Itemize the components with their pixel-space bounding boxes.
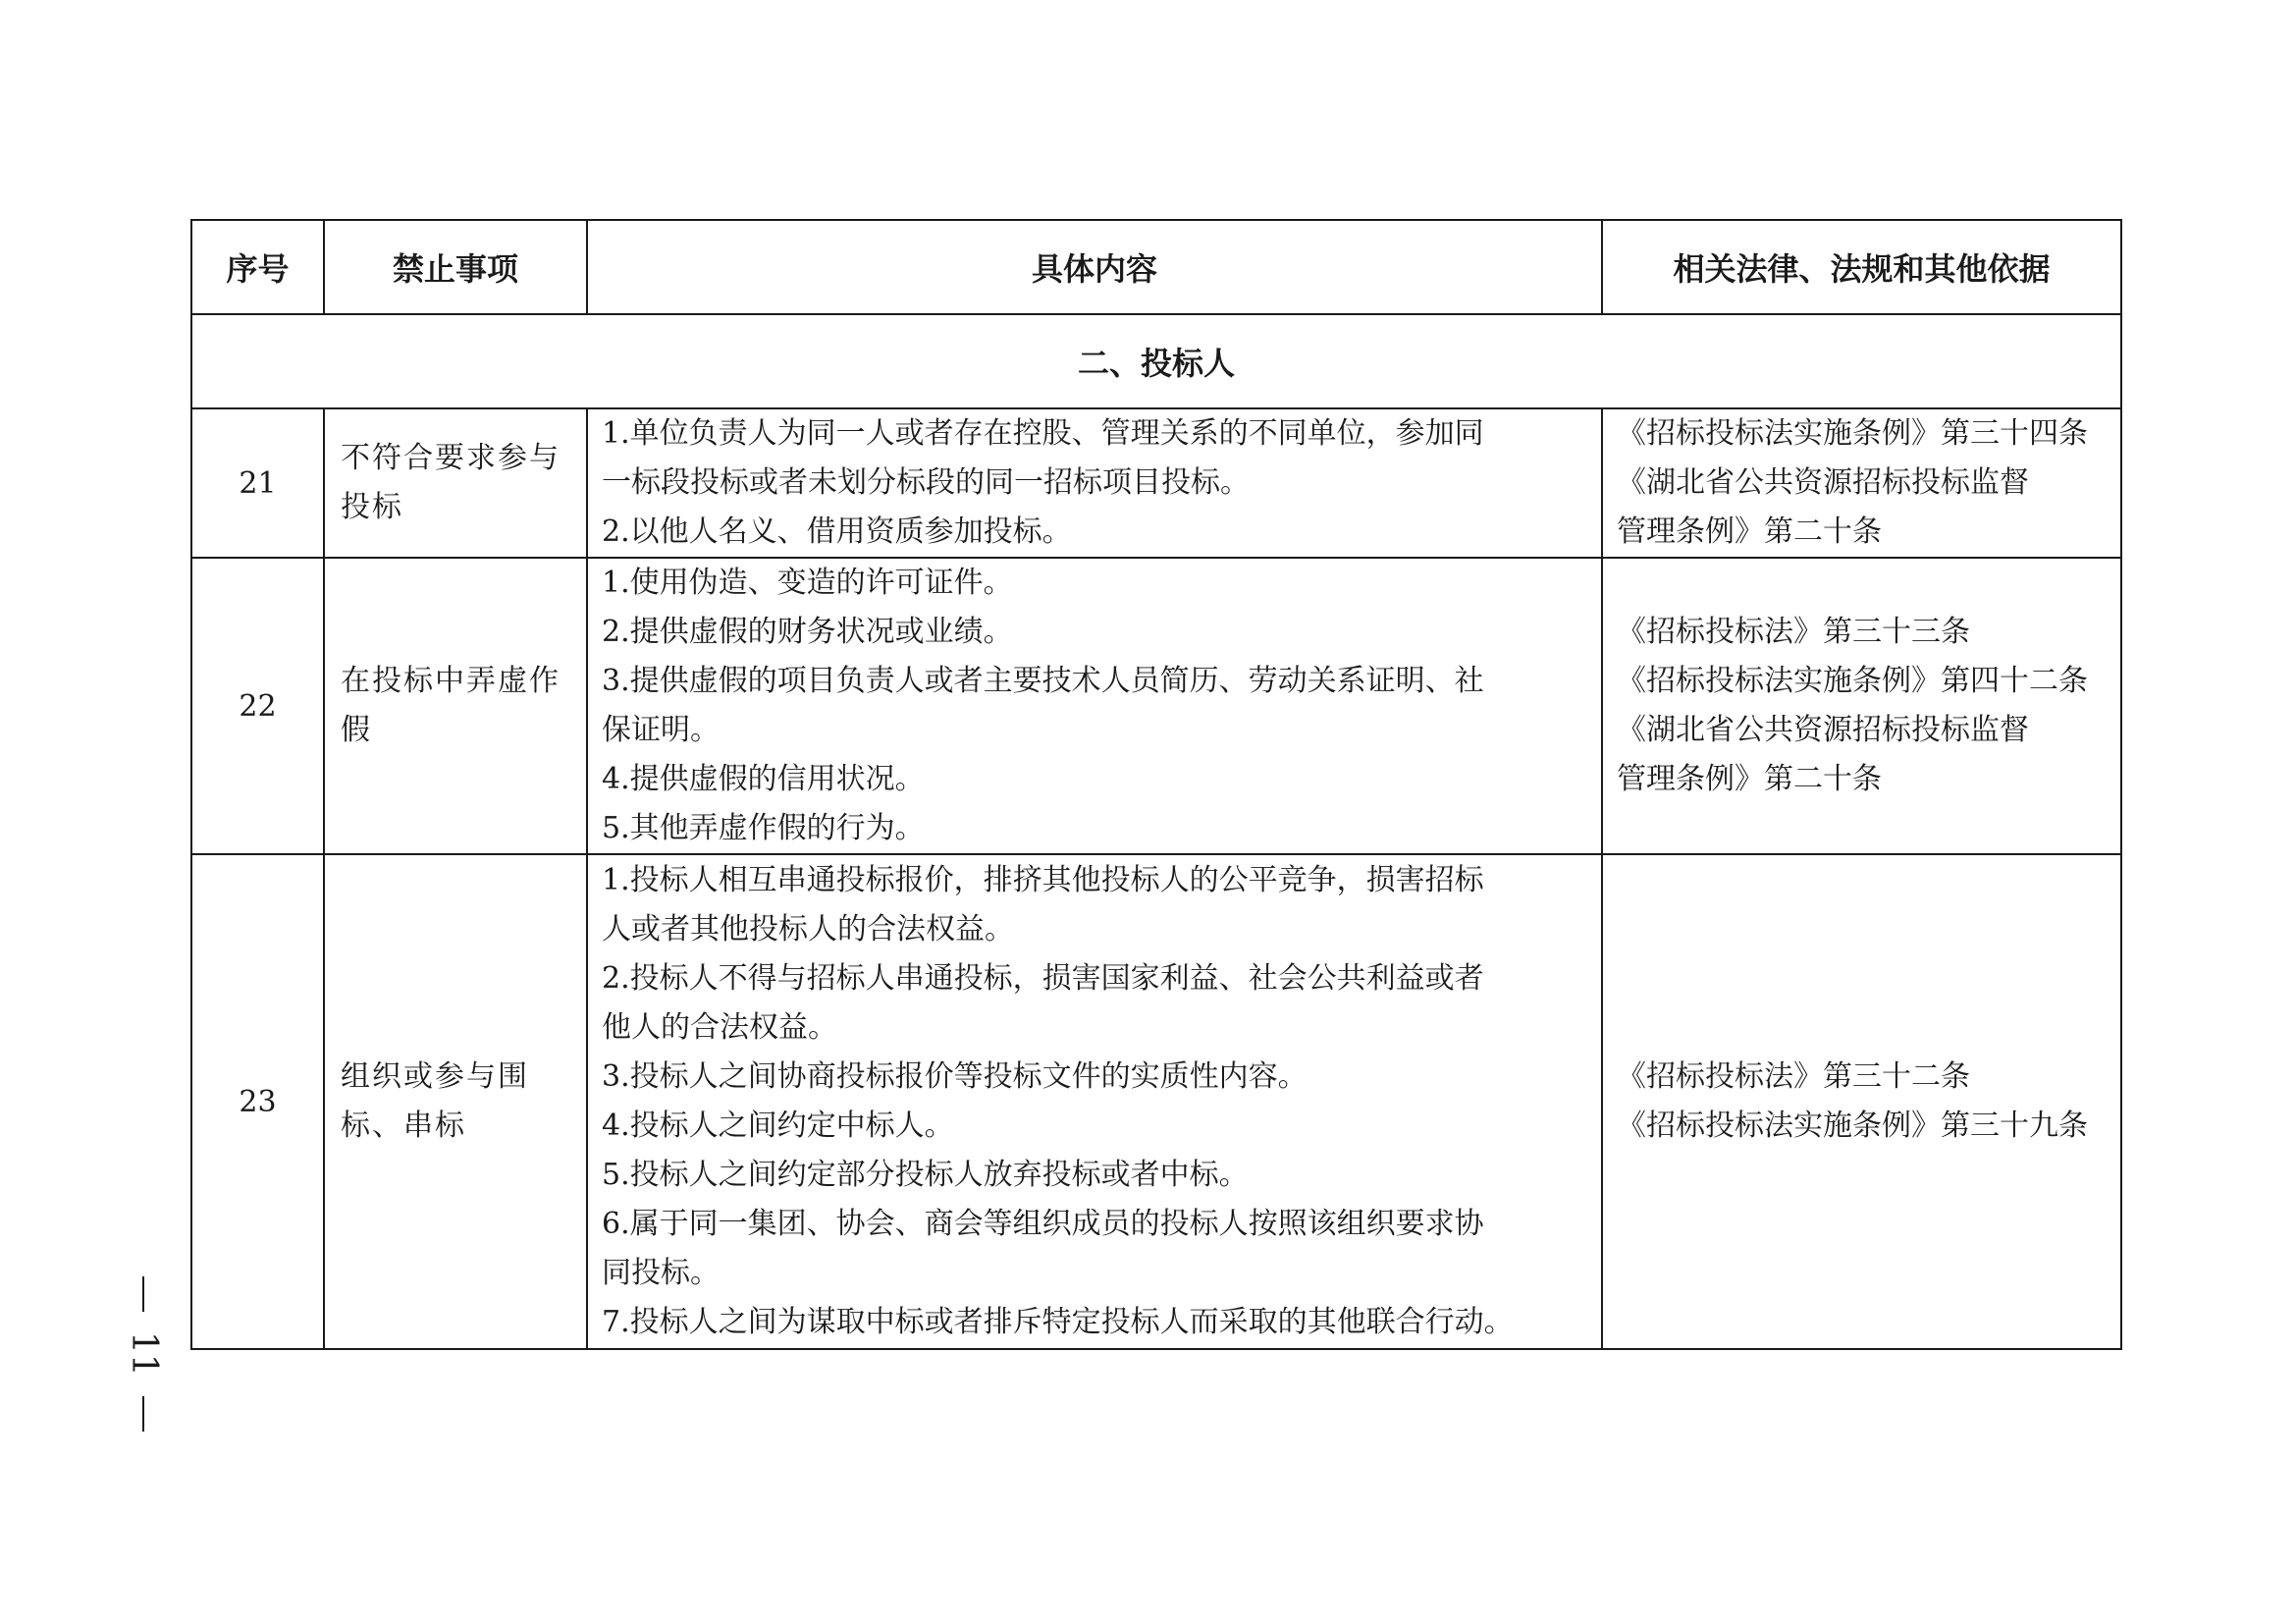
- item-content: [587, 558, 1602, 854]
- content-line: 4.提供虚假的信用状况。: [602, 762, 925, 796]
- header-no: 序号: [191, 220, 324, 314]
- content-line: 1.单位负责人为同一人或者存在控股、管理关系的不同单位，参加同: [602, 416, 1484, 451]
- item-content: [587, 854, 1602, 1349]
- content-line: 1.使用伪造、变造的许可证件。: [602, 566, 1013, 600]
- section-row: [191, 314, 2121, 408]
- content-line: 保证明。: [602, 713, 720, 747]
- content-line: 7.投标人之间为谋取中标或者排斥特定投标人而采取的其他联合行动。: [602, 1305, 1514, 1339]
- table-row: [191, 558, 2121, 854]
- content-line: 3.提供虚假的项目负责人或者主要技术人员简历、劳动关系证明、社: [602, 664, 1484, 698]
- content-line: 6.属于同一集团、协会、商会等组织成员的投标人按照该组织要求协: [602, 1207, 1484, 1241]
- row-number: 23: [191, 854, 324, 1349]
- header-row: [191, 220, 2121, 314]
- basis-line: 《湖北省公共资源招标投标监督: [1617, 713, 2029, 747]
- content-line: 人或者其他投标人的合法权益。: [602, 912, 1014, 947]
- prohibited-item: 在投标中弄虚作假: [324, 558, 587, 854]
- prohibited-item: 不符合要求参与投标: [324, 408, 587, 558]
- header-content: 具体内容: [587, 220, 1602, 314]
- basis-line: 《招标投标法》第三十三条: [1617, 615, 1970, 649]
- content-line: 2.以他人名义、借用资质参加投标。: [602, 514, 1072, 549]
- page-number: [124, 1276, 163, 1434]
- section-title: 二、投标人: [191, 314, 2121, 408]
- row-number: 21: [191, 408, 324, 558]
- table-row: [191, 408, 2121, 558]
- prohibited-items-table: [190, 219, 2122, 1350]
- content-line: 他人的合法权益。: [602, 1010, 837, 1045]
- content-line: 5.投标人之间约定部分投标人放弃投标或者中标。: [602, 1158, 1249, 1192]
- basis-line: 《招标投标法实施条例》第四十二条: [1617, 664, 2088, 698]
- content-line: 5.其他弄虚作假的行为。: [602, 811, 925, 845]
- content-line: 一标段投标或者未划分标段的同一招标项目投标。: [602, 465, 1250, 500]
- content-line: 1.投标人相互串通投标报价，排挤其他投标人的公平竞争，损害招标: [602, 863, 1484, 897]
- basis-line: 管理条例》第二十条: [1617, 762, 1882, 796]
- legal-basis: [1602, 854, 2121, 1349]
- legal-basis: [1602, 408, 2121, 558]
- basis-line: 《招标投标法实施条例》第三十四条: [1617, 416, 2088, 451]
- header-item: 禁止事项: [324, 220, 587, 314]
- content-line: 3.投标人之间协商投标报价等投标文件的实质性内容。: [602, 1059, 1308, 1094]
- basis-line: 《湖北省公共资源招标投标监督: [1617, 465, 2029, 500]
- basis-line: 《招标投标法》第三十二条: [1617, 1059, 1970, 1094]
- item-content: [587, 408, 1602, 558]
- row-number: 22: [191, 558, 324, 854]
- content-line: 同投标。: [602, 1256, 720, 1290]
- table-row: [191, 854, 2121, 1349]
- legal-basis: [1602, 558, 2121, 854]
- header-basis: 相关法律、法规和其他依据: [1602, 220, 2121, 314]
- page-number-dash-bottom: [142, 1396, 144, 1432]
- page-number-dash-top: [142, 1276, 144, 1312]
- content-line: 4.投标人之间约定中标人。: [602, 1109, 954, 1143]
- page-number-value: 11: [124, 1331, 164, 1377]
- basis-line: 《招标投标法实施条例》第三十九条: [1617, 1109, 2088, 1143]
- content-line: 2.提供虚假的财务状况或业绩。: [602, 615, 1013, 649]
- content-line: 2.投标人不得与招标人串通投标，损害国家利益、社会公共利益或者: [602, 961, 1484, 996]
- prohibited-item: 组织或参与围标、串标: [324, 854, 587, 1349]
- basis-line: 管理条例》第二十条: [1617, 514, 1882, 549]
